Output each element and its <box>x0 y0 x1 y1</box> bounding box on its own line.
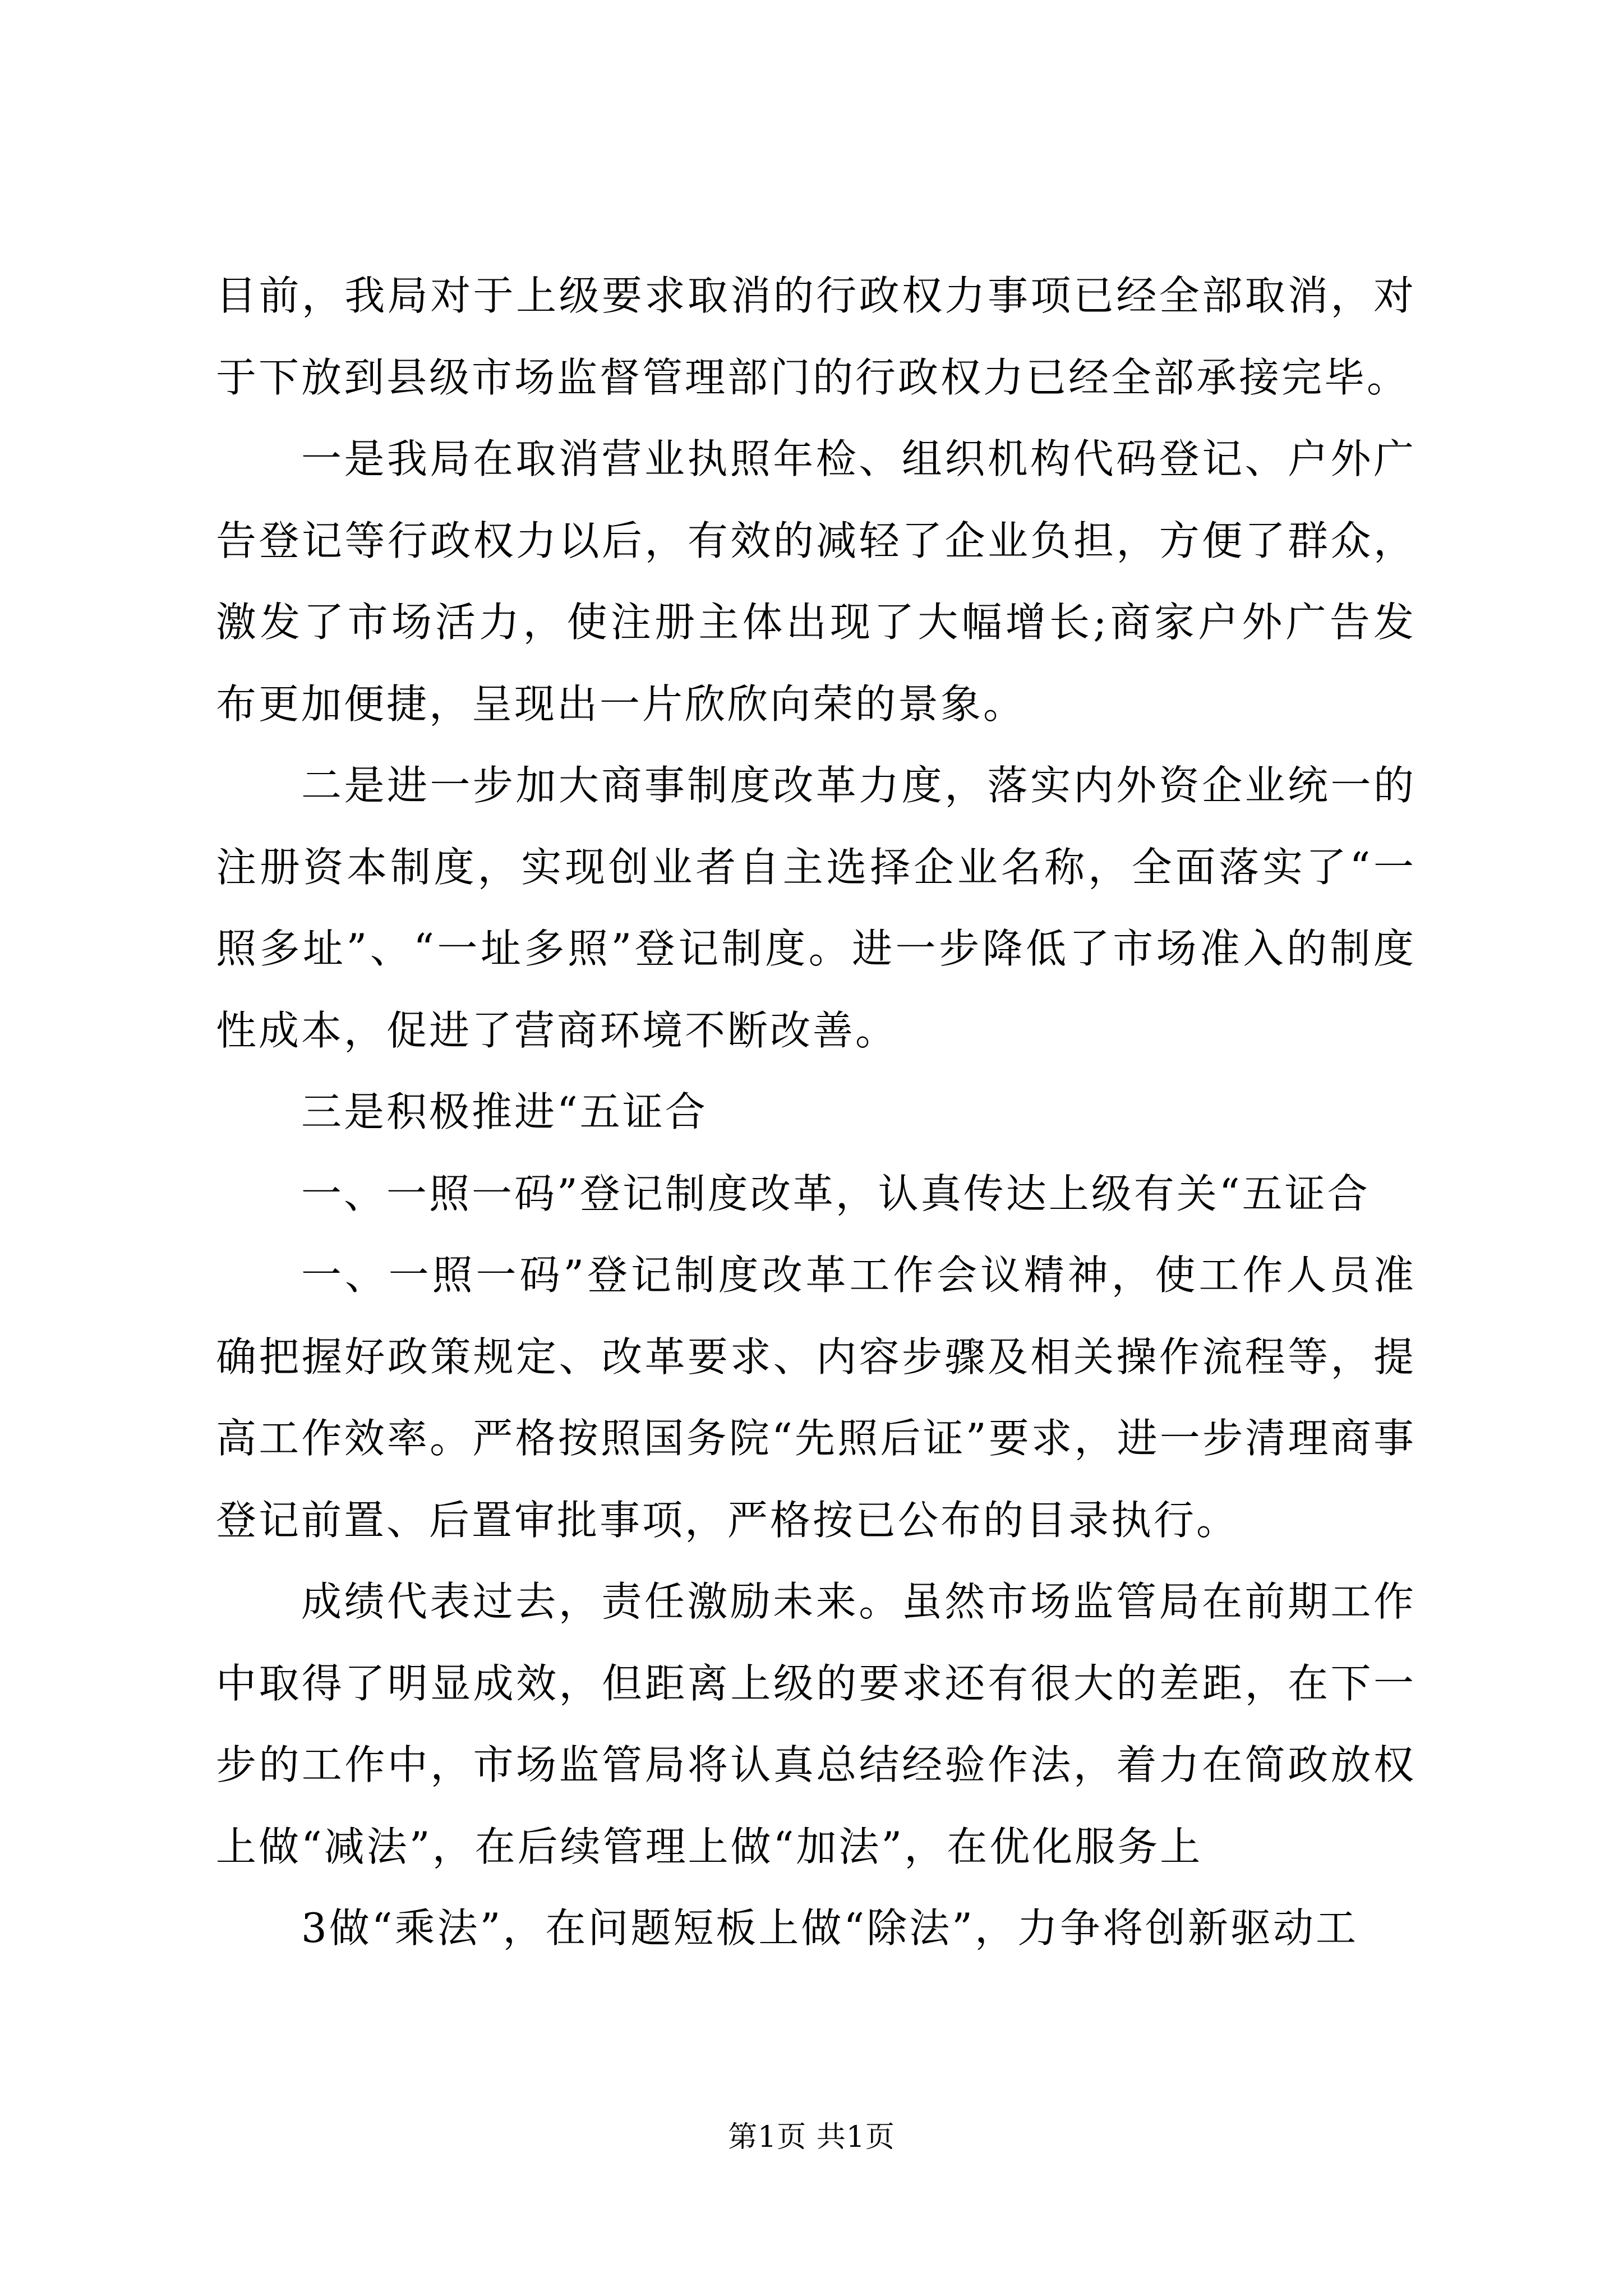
page-footer <box>0 2118 1623 2157</box>
document-body <box>216 255 1416 1970</box>
paragraph-point-one: 一是我局在取消营业执照年检、组织机构代码登记、户外广告登记等行政权力以后，有效的减轻了企业负担，方便了群众，激发了市场活力，使注册主体出现了大幅增长;商家户外广告发布更加便捷，呈现出一片欣欣向荣的景象。 <box>216 435 1416 728</box>
paragraph-point-three-cont-2: 一、一照一码”登记制度改革工作会议精神，使工作人员准确把握好政策规定、改革要求、内容步骤及相关操作流程等，提高工作效率。严格按照国务院“先照后证”要求，进一步清理商事登记前置、后置审批事项，严格按已公布的目录执行。 <box>216 1251 1416 1544</box>
paragraph-point-two: 二是进一步加大商事制度改革力度，落实内外资企业统一的注册资本制度，实现创业者自主选择企业名称，全面落实了“一照多址”、“一址多照”登记制度。进一步降低了市场准入的制度性成本，促进了营商环境不断改善。 <box>216 762 1416 1054</box>
paragraph-conclusion-cont: 3做“乘法”，在问题短板上做“除法”，力争将创新驱动工 <box>301 1904 1359 1952</box>
paragraph-conclusion: 成绩代表过去，责任激励未来。虽然市场监管局在前期工作中取得了明显成效，但距离上级的要求还有很大的差距，在下一步的工作中，市场监管局将认真总结经验作法，着力在简政放权上做“减法”，在后续管理上做“加法”，在优化服务上 <box>216 1578 1416 1870</box>
paragraph-intro: 目前，我局对于上级要求取消的行政权力事项已经全部取消，对于下放到县级市场监督管理部门的行政权力已经全部承接完毕。 <box>216 272 1416 401</box>
page-number-label: 第1页 共1页 <box>728 2120 895 2154</box>
paragraph-point-three: 三是积极推进“五证合 <box>301 1088 708 1135</box>
paragraph-point-three-cont-1: 一、一照一码”登记制度改革，认真传达上级有关“五证合 <box>301 1170 1370 1217</box>
